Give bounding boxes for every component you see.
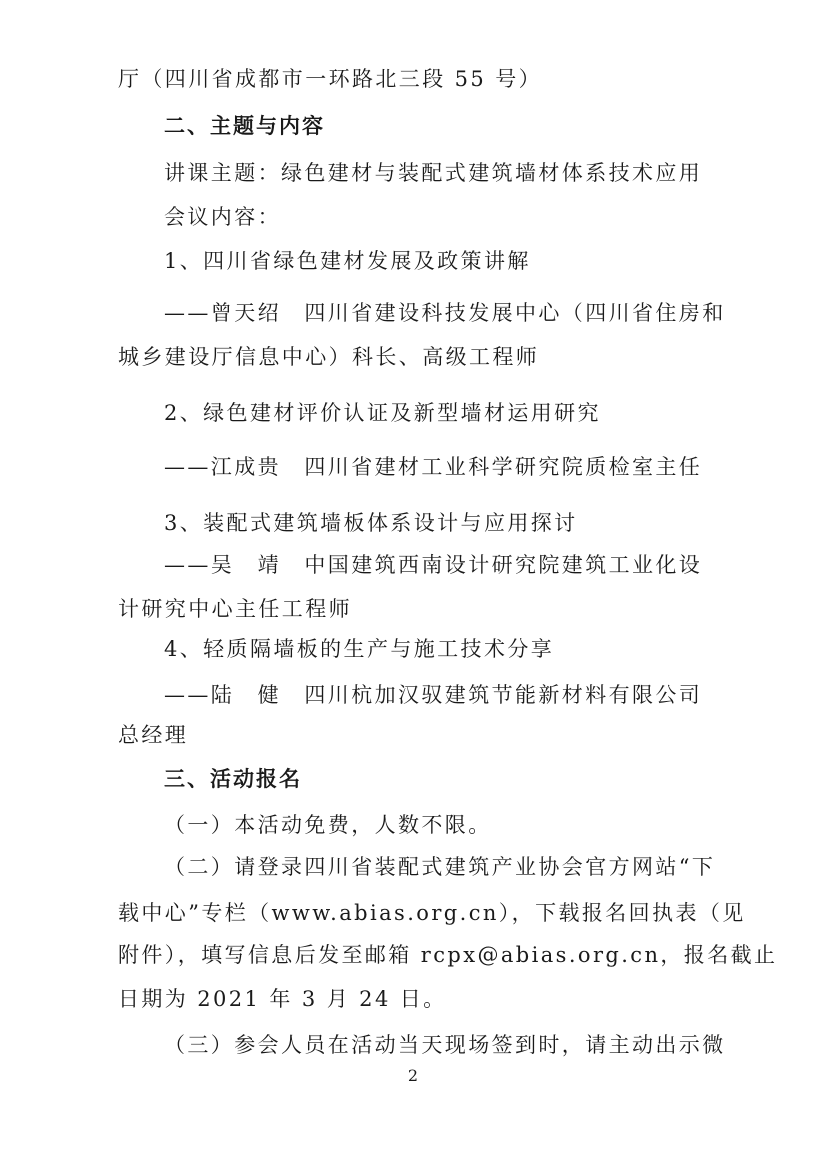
agenda-item-1: 1、四川省绿色建材发展及政策讲解 bbox=[164, 249, 531, 273]
agenda-item-2: 2、绿色建材评价认证及新型墙材运用研究 bbox=[164, 401, 601, 425]
meeting-content-label: 会议内容： bbox=[164, 205, 281, 229]
registration-item-2-line-4: 日期为 2021 年 3 月 24 日。 bbox=[118, 987, 447, 1011]
registration-item-1: （一）本活动免费，人数不限。 bbox=[164, 813, 492, 837]
speaker-4-line-2: 总经理 bbox=[118, 723, 189, 747]
section-heading-topic: 二、主题与内容 bbox=[164, 114, 325, 138]
speaker-3-line-2: 计研究中心主任工程师 bbox=[118, 597, 352, 621]
speaker-4-line-1: ——陆 健 四川杭加汉驭建筑节能新材料有限公司 bbox=[164, 683, 703, 707]
page-number: 2 bbox=[407, 1066, 419, 1085]
venue-address-line: 厅（四川省成都市一环路北三段 55 号） bbox=[118, 67, 543, 91]
speaker-3-line-1: ——吴 靖 中国建筑西南设计研究院建筑工业化设 bbox=[164, 553, 703, 577]
speaker-1-line-1: ——曾天绍 四川省建设科技发展中心（四川省住房和 bbox=[164, 301, 726, 325]
registration-item-3-line-1: （三）参会人员在活动当天现场签到时，请主动出示微 bbox=[164, 1033, 726, 1057]
speaker-2-line: ——江成贵 四川省建材工业科学研究院质检室主任 bbox=[164, 455, 703, 479]
registration-item-2-line-3: 附件），填写信息后发至邮箱 rcpx@abias.org.cn，报名截止 bbox=[118, 943, 778, 967]
lecture-topic: 讲课主题：绿色建材与装配式建筑墙材体系技术应用 bbox=[164, 161, 703, 185]
speaker-1-line-2: 城乡建设厅信息中心）科长、高级工程师 bbox=[118, 345, 540, 369]
registration-item-2-line-2: 载中心”专栏（www.abias.org.cn），下载报名回执表（见 bbox=[118, 901, 746, 925]
agenda-item-4: 4、轻质隔墙板的生产与施工技术分享 bbox=[164, 637, 555, 661]
section-heading-registration: 三、活动报名 bbox=[164, 767, 302, 791]
registration-item-2-line-1: （二）请登录四川省装配式建筑产业协会官方网站“下 bbox=[164, 855, 716, 879]
agenda-item-3: 3、装配式建筑墙板体系设计与应用探讨 bbox=[164, 511, 578, 535]
